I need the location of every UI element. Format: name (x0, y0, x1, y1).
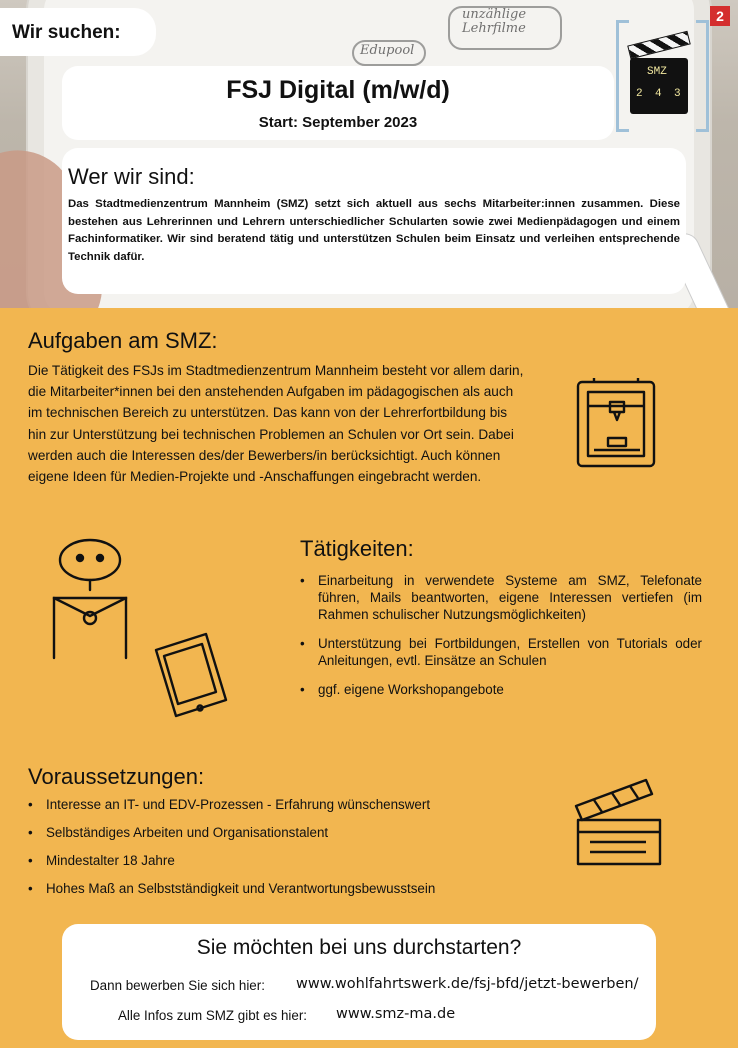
logo-bracket-left (616, 20, 629, 132)
clapper-board-icon (630, 58, 688, 114)
doodle-edupool: Edupool (360, 43, 415, 58)
logo-bracket-right (696, 20, 709, 132)
tasks-text: Die Tätigkeit des FSJs im Stadtmedienzentrum Mannheim besteht vor allem darin, die Mitarbeiter*innen bei den anstehenden Aufgaben im pädagogischen als auch im technischen Bereich zu unterstützen. Das kann von der Lehrerfortbildung bis hin zur Unterstützung bei technischen Problemen an Schulen vor Ort sein. Dabei werden auch die Interessen des/der Bewerbers/in berücksichtigt. Auch können eigene Ideen für Medien-Projekte und -Anschaffungen eingebracht werden. (28, 363, 524, 485)
3d-printer-icon (574, 376, 660, 472)
tablet-icon (150, 630, 230, 720)
requirements-list (26, 796, 546, 908)
apply-label: Dann bewerben Sie sich hier: (90, 978, 265, 993)
clapperboard-icon (566, 772, 666, 868)
info-link[interactable]: www.smz-ma.de (336, 1006, 456, 1022)
who-we-are-card (62, 148, 686, 294)
list-item: • Einarbeitung in verwendete Systeme am SMZ, Telefonate führen, Mails beantworten, eigene Interessen vertiefen (im Rahmen schulischer Nutzungsmöglichkeiten) (298, 572, 702, 623)
apply-card (62, 924, 656, 1040)
activities-list (298, 572, 702, 710)
robot-icon (44, 538, 130, 658)
smz-logo (614, 8, 724, 126)
tasks-heading: Aufgaben am SMZ: (28, 328, 218, 353)
cta-question: Sie möchten bei uns durchstarten? (196, 936, 522, 959)
title-card (62, 66, 614, 140)
info-label: Alle Infos zum SMZ gibt es hier: (118, 1008, 308, 1023)
who-text: Das Stadtmedienzentrum Mannheim (SMZ) setzt sich aktuell aus sechs Mitarbeiter:innen zusammen. Diese bestehen aus Lehrerinnen und Lehrern unterschiedlicher Schularten sowie zwei Medienpädagogen und einem Fachinformatiker. Wir sind beratend tätig und unterstützen Schulen beim Einsatz und verleihen entsprechende Technik dafür. (68, 198, 680, 263)
logo-board-text: SMZ (647, 66, 667, 78)
list-item: • Mindestalter 18 Jahre (26, 852, 546, 869)
start-date: Start: September 2023 (258, 114, 418, 131)
logo-badge: 2 (710, 6, 730, 26)
list-item: • Selbständiges Arbeiten und Organisationstalent (26, 824, 546, 841)
list-item: • Interesse an IT- und EDV-Prozessen - Erfahrung wünschenswert (26, 796, 546, 813)
we-search-label: Wir suchen: (12, 22, 121, 43)
page-title: FSJ Digital (m/w/d) (226, 76, 450, 104)
logo-digit: 3 (674, 88, 681, 100)
logo-digit: 4 (655, 88, 662, 100)
apply-link[interactable]: www.wohlfahrtswerk.de/fsj-bfd/jetzt-bewerben/ (296, 976, 639, 992)
logo-digit: 2 (636, 88, 643, 100)
list-item: • ggf. eigene Workshopangebote (298, 681, 702, 698)
doodle-lehrfilme: unzählige Lehrfilme (462, 7, 527, 36)
who-heading: Wer wir sind: (68, 164, 195, 189)
list-item: • Unterstützung bei Fortbildungen, Erstellen von Tutorials oder Anleitungen, evtl. Einsätze an Schulen (298, 635, 702, 669)
activities-heading: Tätigkeiten: (300, 536, 414, 561)
requirements-heading: Voraussetzungen: (28, 764, 205, 789)
list-item: • Hohes Maß an Selbstständigkeit und Verantwortungsbewusstsein (26, 880, 546, 897)
we-search-tag (0, 8, 156, 56)
clapper-stick-icon (627, 31, 691, 60)
